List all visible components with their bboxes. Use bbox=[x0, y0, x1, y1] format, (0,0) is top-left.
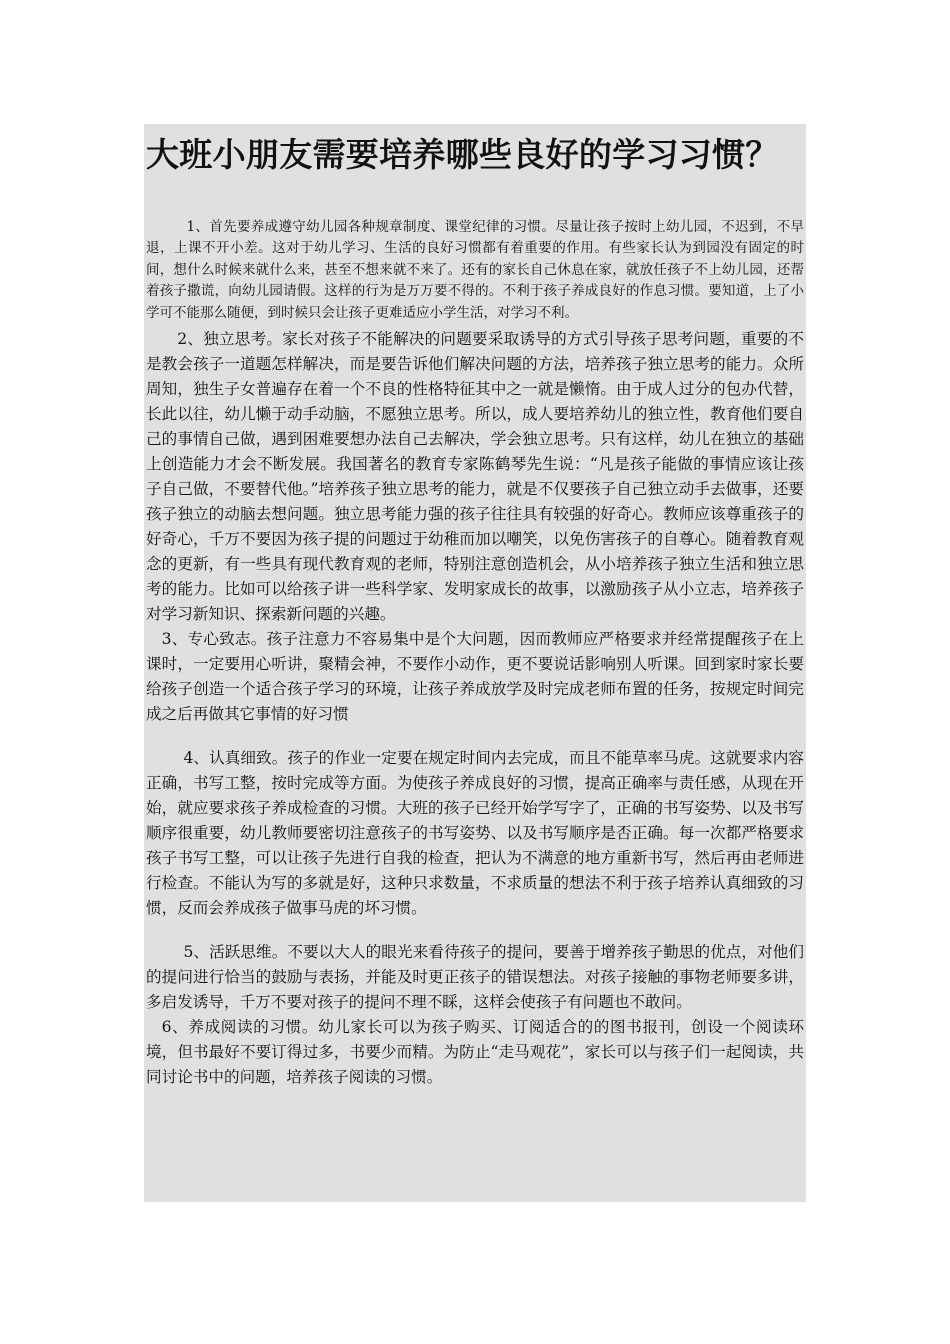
paragraph-5: 5、活跃思维。不要以大人的眼光来看待孩子的提问，要善于增养孩子勤思的优点，对他们的提问进行恰当的鼓励与表扬，并能及时更正孩子的错误想法。对孩子接触的事物老师要多讲，多启发诱导，千万不要对孩子的提问不理不睬，这样会使孩子有问题也不敢问。 bbox=[146, 943, 804, 1012]
paragraph-4: 4、认真细致。孩子的作业一定要在规定时间内去完成，而且不能草率马虎。这就要求内容正确，书写工整，按时完成等方面。为使孩子养成良好的习惯，提高正确率与责任感，从现在开始，就应要求孩子养成检查的习惯。大班的孩子已经开始学写字了，正确的书写姿势、以及书写顺序很重要，幼儿教师要密切注意孩子的书写姿势、以及书写顺序是否正确。每一次都严格要求孩子书写工整，可以让孩子先进行自我的检查，把认为不满意的地方重新书写，然后再由老师进行检查。不能认为写的多就是好，这种只求数量，不求质量的想法不利于孩子培养认真细致的习惯，反而会养成孩子做事马虎的坏习惯。 bbox=[146, 749, 804, 918]
paragraph-6: 6、养成阅读的习惯。幼儿家长可以为孩子购买、订阅适合的的图书报刊，创设一个阅读环境，但书最好不要订得过多，书要少而精。为防止“走马观花”，家长可以与孩子们一起阅读，共同讨论书中的问题，培养孩子阅读的习惯。 bbox=[146, 1018, 804, 1087]
paragraph-1: 1、首先要养成遵守幼儿园各种规章制度、课堂纪律的习惯。尽量让孩子按时上幼儿园，不迟到，不早退，上课不开小差。这对于幼儿学习、生活的良好习惯都有着重要的作用。有些家长认为到园没有固定的时间，想什么时候来就什么来，甚至不想来就不来了。还有的家长自己休息在家，就放任孩子不上幼儿园，还帮着孩子撒谎，向幼儿园请假。这样的行为是万万要不得的。不利于孩子养成良好的作息习惯。要知道，上了小学可不能那么随便，到时候只会让孩子更难适应小学生活，对学习不利。 bbox=[146, 219, 804, 321]
article-block bbox=[144, 124, 806, 1202]
article-title: 大班小朋友需要培养哪些良好的学习习惯？ bbox=[146, 135, 779, 174]
paragraph-3: 3、专心致志。孩子注意力不容易集中是个大问题，因而教师应严格要求并经常提醒孩子在上课时，一定要用心听讲，聚精会神，不要作小动作，更不要说话影响别人听课。回到家时家长要给孩子创造一个适合孩子学习的环境，让孩子养成放学及时完成老师布置的任务，按规定时间完成之后再做其它事情的好习惯 bbox=[146, 630, 804, 724]
paragraph-2: 2、独立思考。家长对孩子不能解决的问题要采取诱导的方式引导孩子思考问题，重要的不是教会孩子一道题怎样解决，而是要告诉他们解决问题的方法，培养孩子独立思考的能力。众所周知，独生子女普遍存在着一个不良的性格特征其中之一就是懒惰。由于成人过分的包办代替，长此以往，幼儿懒于动手动脑，不愿独立思考。所以，成人要培养幼儿的独立性，教育他们要自己的事情自己做，遇到困难要想办法自己去解决，学会独立思考。只有这样，幼儿在独立的基础上创造能力才会不断发展。我国著名的教育专家陈鹤琴先生说：“凡是孩子能做的事情应该让孩子自己做，不要替代他。”培养孩子独立思考的能力，就是不仅要孩子自己独立动手去做事，还要孩子独立的动脑去想问题。独立思考能力强的孩子往往具有较强的好奇心。教师应该尊重孩子的好奇心，千万不要因为孩子提的问题过于幼稚而加以嘲笑，以免伤害孩子的自尊心。随着教育观念的更新，有一些具有现代教育观的老师，特别注意创造机会，从小培养孩子独立生活和独立思考的能力。比如可以给孩子讲一些科学家、发明家成长的故事，以激励孩子从小立志，培养孩子对学习新知识、探索新问题的兴趣。 bbox=[146, 330, 804, 624]
